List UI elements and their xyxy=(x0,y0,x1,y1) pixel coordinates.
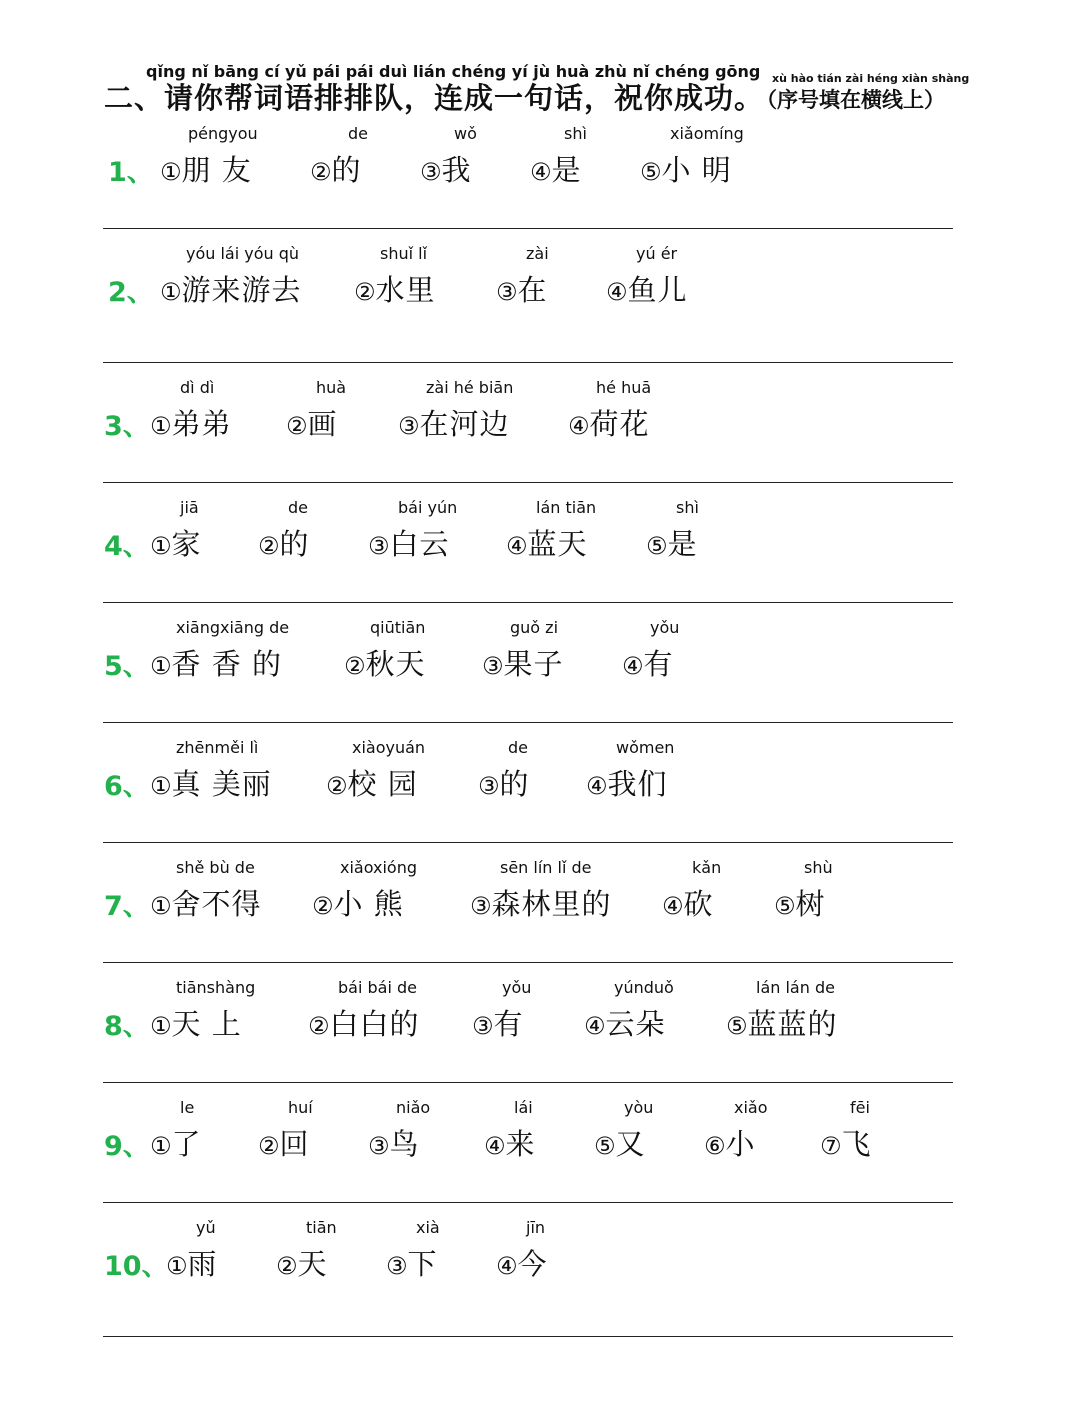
option-index: ① xyxy=(150,412,172,440)
option-index: ⑦ xyxy=(820,1132,842,1160)
option-word: 在 xyxy=(517,273,548,307)
answer-line[interactable] xyxy=(103,1336,953,1337)
word-pinyin: zhēnměi lì xyxy=(176,738,259,757)
word-option xyxy=(774,858,833,923)
word-pinyin: le xyxy=(180,1098,195,1117)
option-index: ④ xyxy=(586,772,608,800)
option-word: 蓝蓝的 xyxy=(747,1007,838,1041)
option-index: ⑤ xyxy=(646,532,668,560)
word-pinyin: yúnduǒ xyxy=(614,978,674,997)
word-option xyxy=(496,244,549,309)
word-pinyin: guǒ zi xyxy=(510,618,559,637)
option-word: 有 xyxy=(493,1007,524,1041)
option-index: ② xyxy=(344,652,366,680)
option-word: 又 xyxy=(615,1127,646,1161)
option-word: 果子 xyxy=(503,647,564,681)
note-pinyin: xù hào tián zài héng xiàn shàng xyxy=(772,72,970,85)
option-index: ③ xyxy=(496,278,518,306)
option-word: 鸟 xyxy=(389,1127,420,1161)
option-index: ③ xyxy=(420,158,442,186)
word-option xyxy=(386,1218,440,1283)
word-option xyxy=(594,1098,654,1163)
option-word: 小 明 xyxy=(661,153,732,187)
word-option xyxy=(150,738,272,803)
question-number: 10、 xyxy=(104,1251,169,1282)
option-word: 弟弟 xyxy=(171,407,232,441)
word-pinyin: yòu xyxy=(624,1098,654,1117)
option-index: ② xyxy=(258,532,280,560)
word-option xyxy=(258,498,310,563)
option-word: 白白的 xyxy=(329,1007,420,1041)
option-word: 在河边 xyxy=(419,407,510,441)
option-index: ③ xyxy=(472,1012,494,1040)
word-pinyin: zài xyxy=(526,244,549,263)
option-index: ③ xyxy=(478,772,500,800)
option-index: ④ xyxy=(496,1252,518,1280)
option-word: 是 xyxy=(667,527,698,561)
option-word: 校 园 xyxy=(347,767,418,801)
question-number: 3、 xyxy=(104,411,150,442)
option-word: 了 xyxy=(171,1127,202,1161)
option-index: ① xyxy=(150,772,172,800)
option-word: 游来游去 xyxy=(181,273,302,307)
option-index: ④ xyxy=(484,1132,506,1160)
option-index: ① xyxy=(150,1012,172,1040)
option-word: 有 xyxy=(643,647,674,681)
question-number: 7、 xyxy=(104,891,150,922)
word-pinyin: de xyxy=(288,498,308,517)
word-option xyxy=(344,618,426,683)
option-word: 森林里的 xyxy=(491,887,612,921)
word-pinyin: dì dì xyxy=(180,378,215,397)
word-pinyin: yú ér xyxy=(636,244,678,263)
option-word: 朋 友 xyxy=(181,153,252,187)
answer-line[interactable] xyxy=(103,842,953,843)
word-pinyin: shù xyxy=(804,858,833,877)
word-pinyin: shì xyxy=(676,498,699,517)
word-option xyxy=(646,498,699,563)
instruction-note: （序号填在横线上） xyxy=(756,88,945,112)
option-index: ② xyxy=(276,1252,298,1280)
word-option xyxy=(484,1098,536,1163)
word-pinyin: xià xyxy=(416,1218,440,1237)
word-pinyin: péngyou xyxy=(188,124,258,143)
word-option xyxy=(150,378,232,443)
option-index: ② xyxy=(258,1132,280,1160)
option-index: ① xyxy=(160,158,182,186)
question-number: 2、 xyxy=(108,277,154,308)
word-pinyin: yǔ xyxy=(196,1218,216,1237)
option-word: 舍不得 xyxy=(171,887,262,921)
option-word: 家 xyxy=(171,527,202,561)
option-index: ④ xyxy=(662,892,684,920)
question-number: 5、 xyxy=(104,651,150,682)
option-index: ④ xyxy=(584,1012,606,1040)
option-word: 雨 xyxy=(187,1247,218,1281)
word-option xyxy=(606,244,688,309)
option-index: ① xyxy=(166,1252,188,1280)
option-word: 天 上 xyxy=(171,1007,242,1041)
option-index: ⑤ xyxy=(774,892,796,920)
title-pinyin: qǐng nǐ bāng cí yǔ pái pái duì lián chéng yí jù huà zhù nǐ chéng gōng xyxy=(146,62,761,81)
option-word: 白云 xyxy=(389,527,450,561)
option-index: ⑤ xyxy=(726,1012,748,1040)
question-number: 1、 xyxy=(108,157,154,188)
option-word: 回 xyxy=(279,1127,310,1161)
word-option xyxy=(286,378,347,443)
word-pinyin: lái xyxy=(514,1098,533,1117)
option-word: 的 xyxy=(279,527,310,561)
word-pinyin: wǒmen xyxy=(616,738,675,757)
option-word: 秋天 xyxy=(365,647,426,681)
option-index: ③ xyxy=(368,1132,390,1160)
option-index: ④ xyxy=(568,412,590,440)
word-pinyin: lán lán de xyxy=(756,978,835,997)
word-option xyxy=(354,244,436,309)
option-word: 来 xyxy=(505,1127,536,1161)
word-pinyin: shě bù de xyxy=(176,858,255,877)
word-pinyin: xiǎoxióng xyxy=(340,858,418,877)
answer-line[interactable] xyxy=(103,362,953,363)
option-index: ② xyxy=(326,772,348,800)
word-option xyxy=(704,1098,768,1163)
word-pinyin: niǎo xyxy=(396,1098,431,1117)
word-option xyxy=(568,378,652,443)
option-index: ③ xyxy=(398,412,420,440)
question-number: 4、 xyxy=(104,531,150,562)
option-index: ⑥ xyxy=(704,1132,726,1160)
option-index: ① xyxy=(150,652,172,680)
question-number: 9、 xyxy=(104,1131,150,1162)
word-pinyin: kǎn xyxy=(692,858,722,877)
word-pinyin: huí xyxy=(288,1098,313,1117)
option-word: 树 xyxy=(795,887,826,921)
answer-line[interactable] xyxy=(103,962,953,963)
word-option xyxy=(150,498,202,563)
word-option xyxy=(368,498,458,563)
word-pinyin: xiǎomíng xyxy=(670,124,744,143)
option-index: ⑤ xyxy=(594,1132,616,1160)
word-pinyin: de xyxy=(508,738,528,757)
word-option xyxy=(622,618,680,683)
option-word: 鱼儿 xyxy=(627,273,688,307)
answer-line[interactable] xyxy=(103,1202,953,1203)
word-option xyxy=(584,978,674,1043)
word-pinyin: zài hé biān xyxy=(426,378,514,397)
word-option xyxy=(258,1098,313,1163)
word-pinyin: yǒu xyxy=(650,618,680,637)
word-option xyxy=(472,978,532,1043)
page-title: 二、请你帮词语排排队，连成一句话，祝你成功。 xyxy=(104,81,765,115)
option-index: ② xyxy=(310,158,332,186)
option-word: 飞 xyxy=(841,1127,872,1161)
word-option xyxy=(506,498,597,563)
word-option xyxy=(160,244,302,309)
answer-line[interactable] xyxy=(103,722,953,723)
word-option xyxy=(166,1218,218,1283)
word-option xyxy=(482,618,564,683)
option-index: ① xyxy=(150,532,172,560)
word-option xyxy=(160,124,258,189)
word-option xyxy=(530,124,587,189)
option-index: ④ xyxy=(606,278,628,306)
option-word: 蓝天 xyxy=(527,527,588,561)
option-word: 下 xyxy=(407,1247,438,1281)
word-option xyxy=(276,1218,337,1283)
word-option xyxy=(326,738,426,803)
word-pinyin: xiāngxiāng de xyxy=(176,618,290,637)
option-index: ② xyxy=(286,412,308,440)
option-index: ③ xyxy=(386,1252,408,1280)
word-pinyin: sēn lín lǐ de xyxy=(500,858,592,877)
word-option xyxy=(496,1218,548,1283)
word-pinyin: lán tiān xyxy=(536,498,597,517)
word-option xyxy=(308,978,420,1043)
option-word: 真 美丽 xyxy=(171,767,272,801)
word-pinyin: de xyxy=(348,124,368,143)
word-option xyxy=(312,858,418,923)
option-index: ① xyxy=(160,278,182,306)
option-index: ① xyxy=(150,892,172,920)
option-word: 天 xyxy=(297,1247,328,1281)
word-pinyin: bái bái de xyxy=(338,978,417,997)
option-index: ② xyxy=(308,1012,330,1040)
word-option xyxy=(420,124,477,189)
word-option xyxy=(662,858,722,923)
option-word: 是 xyxy=(551,153,582,187)
option-word: 今 xyxy=(517,1247,548,1281)
word-pinyin: bái yún xyxy=(398,498,458,517)
option-word: 画 xyxy=(307,407,338,441)
word-option xyxy=(586,738,675,803)
option-word: 云朵 xyxy=(605,1007,666,1041)
word-pinyin: fēi xyxy=(850,1098,870,1117)
word-pinyin: tiān xyxy=(306,1218,337,1237)
word-option xyxy=(470,858,612,923)
option-word: 的 xyxy=(499,767,530,801)
option-index: ① xyxy=(150,1132,172,1160)
word-option xyxy=(726,978,838,1043)
option-index: ③ xyxy=(470,892,492,920)
option-word: 我 xyxy=(441,153,472,187)
word-pinyin: hé huā xyxy=(596,378,652,397)
option-index: ④ xyxy=(506,532,528,560)
option-index: ② xyxy=(354,278,376,306)
word-pinyin: yǒu xyxy=(502,978,532,997)
option-word: 香 香 的 xyxy=(171,647,282,681)
word-option xyxy=(398,378,514,443)
answer-line[interactable] xyxy=(103,482,953,483)
option-word: 荷花 xyxy=(589,407,650,441)
option-index: ④ xyxy=(530,158,552,186)
word-pinyin: jiā xyxy=(180,498,199,517)
word-option xyxy=(640,124,744,189)
option-word: 砍 xyxy=(683,887,714,921)
word-pinyin: wǒ xyxy=(454,124,477,143)
option-word: 我们 xyxy=(607,767,668,801)
option-word: 小 xyxy=(725,1127,756,1161)
word-option xyxy=(310,124,368,189)
question-number: 8、 xyxy=(104,1011,150,1042)
option-index: ③ xyxy=(368,532,390,560)
word-pinyin: xiàoyuán xyxy=(352,738,426,757)
word-option xyxy=(150,618,290,683)
option-index: ③ xyxy=(482,652,504,680)
answer-line[interactable] xyxy=(103,1082,953,1083)
answer-line[interactable] xyxy=(103,228,953,229)
option-word: 小 熊 xyxy=(333,887,404,921)
word-pinyin: shuǐ lǐ xyxy=(380,244,428,263)
word-option xyxy=(368,1098,431,1163)
word-pinyin: xiǎo xyxy=(734,1098,768,1117)
word-option xyxy=(150,978,256,1043)
word-option xyxy=(150,858,262,923)
word-pinyin: huà xyxy=(316,378,347,397)
word-pinyin: tiānshàng xyxy=(176,978,256,997)
word-pinyin: yóu lái yóu qù xyxy=(186,244,300,263)
option-word: 水里 xyxy=(375,273,436,307)
word-option xyxy=(478,738,530,803)
word-option xyxy=(820,1098,872,1163)
word-pinyin: qiūtiān xyxy=(370,618,426,637)
option-index: ④ xyxy=(622,652,644,680)
answer-line[interactable] xyxy=(103,602,953,603)
option-word: 的 xyxy=(331,153,362,187)
word-pinyin: shì xyxy=(564,124,587,143)
question-number: 6、 xyxy=(104,771,150,802)
option-index: ② xyxy=(312,892,334,920)
option-index: ⑤ xyxy=(640,158,662,186)
word-option xyxy=(150,1098,202,1163)
word-pinyin: jīn xyxy=(526,1218,546,1237)
